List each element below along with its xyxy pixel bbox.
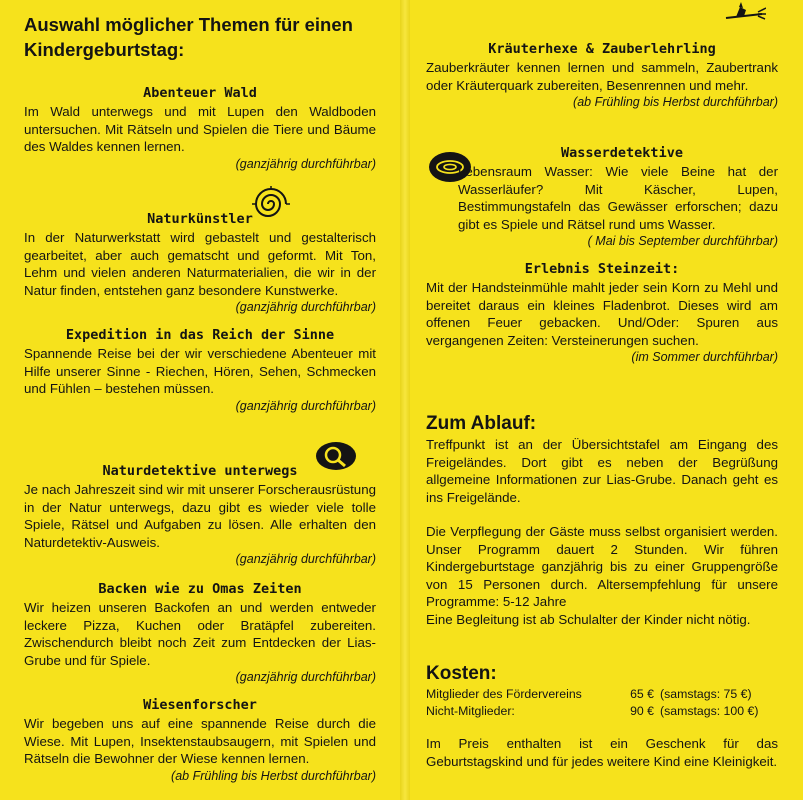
topic-kraeuterhexe (426, 40, 778, 111)
cost-label: Nicht-Mitglieder: (426, 704, 515, 718)
topic-heading: Expedition in das Reich der Sinne (65, 327, 335, 343)
topic-naturkuenstler (24, 210, 376, 316)
ablauf-section (426, 412, 778, 628)
page-title: Auswahl möglicher Themen für einen Kindergeburtstag: (24, 14, 353, 60)
topic-naturdetektive (24, 462, 376, 568)
topic-season: (ganzjährig durchführbar) (235, 552, 376, 566)
topic-season: (ganzjährig durchführbar) (235, 156, 376, 171)
topic-heading: Wiesenforscher (143, 697, 257, 713)
topic-heading: Wasserdetektive (561, 145, 683, 161)
topic-steinzeit (426, 260, 778, 366)
topic-text: Je nach Jahreszeit sind wir mit unserer Forscherausrüstung in der Natur unterwegs, dazu gibt es wieder viele tolle Spiele, Rätsel und Aufgaben zu lösen. Alle erhalten den Naturdetektiv-Ausweis. (24, 482, 376, 550)
topic-heading: Erlebnis Steinzeit: (524, 261, 680, 277)
topic-text: Im Wald unterwegs und mit Lupen den Waldboden untersuchen. Mit Rätseln und Spielen die Tiere und Bäume des Waldes kennen lernen. (24, 104, 376, 154)
topic-wasserdetektive (426, 144, 778, 250)
cost-saturday: (samstags: 75 €) (660, 687, 752, 701)
topic-wiesenforscher (24, 696, 376, 785)
cost-label: Mitglieder des Fördervereins (426, 687, 582, 701)
topic-season: (im Sommer durchführbar) (631, 350, 778, 364)
topic-backen (24, 580, 376, 686)
cost-row (426, 703, 778, 720)
topic-season: ( Mai bis September durchführbar) (587, 234, 778, 248)
topic-text: Spannende Reise bei der wir verschiedene Abenteuer mit Hilfe unserer Sinne - Riechen, Hören, Sehen, Schmecken und Fühlen – bestehen müssen. (24, 346, 376, 396)
cost-saturday: (samstags: 100 €) (660, 704, 759, 718)
topic-season: (ab Frühling bis Herbst durchführbar) (573, 95, 778, 109)
topic-text: Wir begeben uns auf eine spannende Reise durch die Wiese. Mit Lupen, Insektenstaubsaugern, mit Spielen und Rätseln die Bewohner der Wiese kennen lernen. (24, 716, 376, 766)
topic-text: Zauberkräuter kennen lernen und sammeln, Zaubertrank oder Kräuterquark zubereiten, Besenrennen und mehr. (426, 60, 778, 93)
ablauf-heading: Zum Ablauf: (426, 413, 537, 434)
cost-row (426, 686, 778, 703)
topic-text: Wir heizen unseren Backofen an und werden entweder leckere Pizza, Kuchen oder Bratäpfel zubereiten. Zwischendurch bleibt noch Zeit zum Entdecken der Lias-Grube und für Spiele. (24, 600, 376, 668)
topic-heading: Naturkünstler (147, 211, 253, 227)
topic-text: Mit der Handsteinmühle mahlt jeder sein Korn zu Mehl und bereitet daraus ein kleines Fladenbrot. Dieses wird am offenen Feuer gebacken. Und/Oder: Spuren aus vergangenen Zeiten: Versteinerungen suchen. (426, 280, 778, 348)
ablauf-paragraph: Eine Begleitung ist ab Schulalter der Kinder nicht nötig. (426, 611, 751, 627)
topic-season: (ganzjährig durchführbar) (235, 670, 376, 684)
kosten-heading: Kosten: (426, 663, 497, 684)
ablauf-paragraph: Die Verpflegung der Gäste muss selbst organisiert werden. Unser Programm dauert 2 Stunden. Wir führen Kindergeburtstage ganzjährig bis zu einer Gruppengröße von 15 Personen durch. Altersempfehlung für unsere Programme: 5-12 Jahre (426, 524, 778, 609)
topic-season: (ab Frühling bis Herbst durchführbar) (171, 768, 376, 783)
topic-text: In der Naturwerkstatt wird gebastelt und gestalterisch gearbeitet, aber auch gematscht und geformt. Mit Ton, Lehm und vielen anderen Naturmaterialien, die wir in der Natur finden, entstehen ganz besondere Kunstwerke. (24, 230, 376, 298)
topic-expedition-sinne (24, 326, 376, 415)
ablauf-paragraph: Treffpunkt ist an der Übersichtstafel am Eingang des Freigeländes. Dort gibt es neben der Begrüßung allgemeine Informationen zur Lias-Grube. Danach geht es ins Freigelände. (426, 437, 778, 505)
cost-price: 90 € (630, 704, 654, 718)
cost-price: 65 € (630, 687, 654, 701)
kosten-section (426, 662, 778, 770)
topic-heading: Abenteuer Wald (143, 85, 257, 101)
topic-heading: Naturdetektive unterwegs (102, 463, 298, 479)
topic-season: (ganzjährig durchführbar) (235, 398, 376, 413)
witch-icon (722, 2, 766, 26)
page-fold (400, 0, 410, 800)
topic-season: (ganzjährig durchführbar) (235, 300, 376, 314)
topic-abenteuer-wald (24, 84, 376, 173)
topic-text: Lebensraum Wasser: Wie viele Beine hat der Wasserläufer? Mit Käscher, Lupen, Bestimmungstafeln das Gewässer erforschen; dazu gibt es Spiele und Rätsel rund ums Wasser. (458, 164, 778, 232)
topic-heading: Backen wie zu Omas Zeiten (98, 581, 302, 597)
kosten-note: Im Preis enthalten ist ein Geschenk für das Geburtstagskind und für jedes weitere Kind eine Kleinigkeit. (426, 736, 778, 769)
topic-heading: Kräuterhexe & Zauberlehrling (488, 41, 716, 57)
